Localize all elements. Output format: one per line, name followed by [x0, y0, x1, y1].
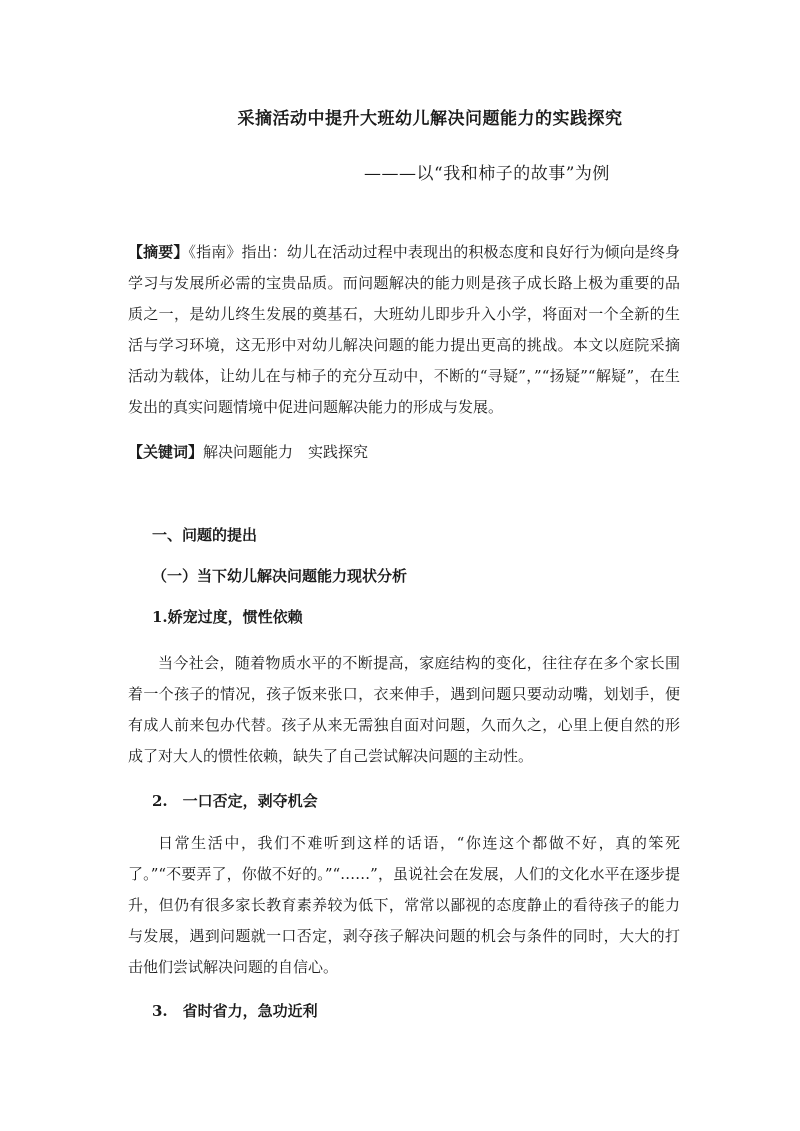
- document-title: 采摘活动中提升大班幼儿解决问题能力的实践探究: [237, 109, 623, 129]
- abstract-paragraph: [128, 237, 680, 423]
- subsection-heading: （一）当下幼儿解决问题能力现状分析: [152, 567, 408, 585]
- item-heading-3: 3. 省时省力，急功近利: [152, 1002, 318, 1020]
- abstract-label: 【摘要】: [128, 243, 189, 261]
- item-heading-1: 1.娇宠过度，惯性依赖: [152, 608, 303, 626]
- item-paragraph-2: 日常生活中，我们不难听到这样的话语，“你连这个都做不好，真的笨死了。”“不要弄了，你做不好的。”“……”，虽说社会在发展，人们的文化水平在逐步提升，但仍有很多家长教育素养较为低下，常常以鄙视的态度静止的看待孩子的能力与发展，遇到问题就一口否定，剥夺孩子解决问题的机会与条件的同时，大大的打击他们尝试解决问题的自信心。: [128, 834, 680, 976]
- document-subtitle: ———以“我和柿子的故事”为例: [364, 164, 610, 184]
- item-heading-2: 2. 一口否定，剥夺机会: [152, 792, 318, 810]
- abstract-text: 《指南》指出：幼儿在活动过程中表现出的积极态度和良好行为倾向是终身学习与发展所必需的宝贵品质。而问题解决的能力则是孩子成长路上极为重要的品质之一，是幼儿终生发展的奠基石，大班幼儿即步升入小学，将面对一个全新的生活与学习环境，这无形中对幼儿解决问题的能力提出更高的挑战。本文以庭院采摘活动为载体，让幼儿在与柿子的充分互动中，不断的“寻疑”，”“扬疑”“解疑”，在生发出的真实问题情境中促进问题解决能力的形成与发展。: [128, 243, 680, 416]
- section-heading: 一、问题的提出: [152, 526, 258, 544]
- keywords-text: 解决问题能力 实践探究: [203, 443, 369, 461]
- item-paragraph-1: 当今社会，随着物质水平的不断提高，家庭结构的变化，往往存在多个家长围着一个孩子的情况，孩子饭来张口，衣来伸手，遇到问题只要动动嘴，划划手，便有成人前来包办代替。孩子从来无需独自面对问题，久而久之，心里上便自然的形成了对大人的惯性依赖，缺失了自己尝试解决问题的主动性。: [128, 654, 680, 765]
- keywords-paragraph: [128, 437, 680, 468]
- keywords-label: 【关键词】: [128, 443, 204, 461]
